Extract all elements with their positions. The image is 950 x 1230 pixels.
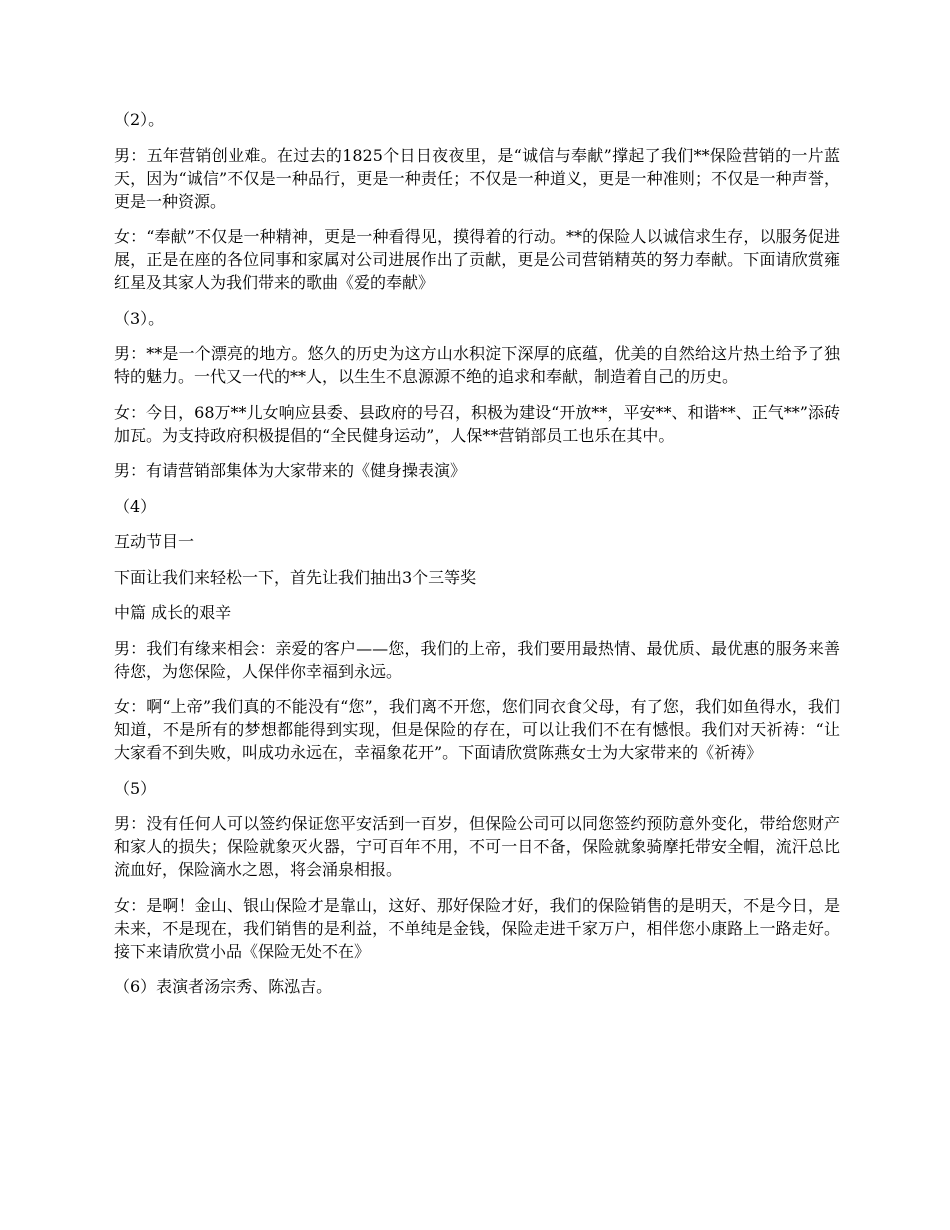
paragraph-male-line: 男：五年营销创业难。在过去的1825个日日夜夜里，是“诚信与奉献”撑起了我们**保险营销的一片蓝天，因为“诚信”不仅是一种品行，更是一种责任；不仅是一种道义，更是一种准则；不仅是一种声誉，更是一种资源。 [114, 145, 840, 211]
paragraph-interactive-program-title: 互动节目一 [114, 532, 195, 551]
paragraph-section-6-performers: （6）表演者汤宗秀、陈泓吉。 [114, 977, 333, 996]
paragraph-female-line: 女：今日，68万**儿女响应县委、县政府的号召，积极为建设“开放**，平安**、和谐**、正气**”添砖加瓦。为支持政府积极提倡的“全民健身运动”，人保**营销部员工也乐在其中。 [114, 402, 840, 445]
paragraph-section-5-marker: （5） [114, 778, 157, 798]
paragraph-male-line: 男：没有任何人可以签约保证您平安活到一百岁，但保险公司可以同您签约预防意外变化，带给您财产和家人的损失；保险就象灭火器，宁可百年不用，不可一日不备，保险就象骑摩托带安全帽，流汗总比流血好，保险滴水之恩，将会涌泉相报。 [114, 814, 840, 879]
paragraph-male-line: 男：我们有缘来相会：亲爱的客户——您，我们的上帝，我们要用最热情、最优质、最优惠的服务来善待您，为您保险，人保伴你幸福到永远。 [114, 638, 840, 681]
paragraph-prize-draw: 下面让我们来轻松一下，首先让我们抽出3个三等奖 [114, 567, 477, 587]
paragraph-male-line: 男：有请营销部集体为大家带来的《健身操表演》 [114, 461, 467, 480]
paragraph-section-4-marker: （4） [114, 496, 157, 516]
paragraph-female-line: 女：“奉献”不仅是一种精神，更是一种看得见，摸得着的行动。**的保险人以诚信求生存，以服务促进展，正是在座的各位同事和家属对公司进展作出了贡献，更是公司营销精英的努力奉献。下面请欣赏雍红星及其家人为我们带来的歌曲《爱的奉献》 [114, 227, 840, 292]
paragraph-female-line: 女：是啊！金山、银山保险才是靠山，这好、那好保险才好，我们的保险销售的是明天，不是今日，是未来，不是现在，我们销售的是利益，不单纯是金钱，保险走进千家万户，相伴您小康路上一路走好。接下来请欣赏小品《保险无处不在》 [114, 895, 840, 961]
paragraph-male-line: 男：**是一个漂亮的地方。悠久的历史为这方山水积淀下深厚的底蕴，优美的自然给这片热土给予了独特的魅力。一代又一代的**人，以生生不息源源不绝的追求和奉献，制造着自己的历史。 [114, 344, 840, 386]
paragraph-female-line: 女：啊“上帝”我们真的不能没有“您”，我们离不开您，您们同衣食父母，有了您，我们如鱼得水，我们知道，不是所有的梦想都能得到实现，但是保险的存在，可以让我们不在有憾恨。我们对天祈祷：“让大家看不到失败，叫成功永远在，幸福象花开”。下面请欣赏陈燕女士为大家带来的《祈祷》 [114, 697, 840, 762]
paragraph-section-2-marker: （2）。 [114, 110, 165, 129]
paragraph-chapter-heading: 中篇 成长的艰辛 [114, 603, 232, 622]
paragraph-section-3-marker: （3）。 [114, 308, 165, 328]
document-body [114, 108, 840, 1011]
